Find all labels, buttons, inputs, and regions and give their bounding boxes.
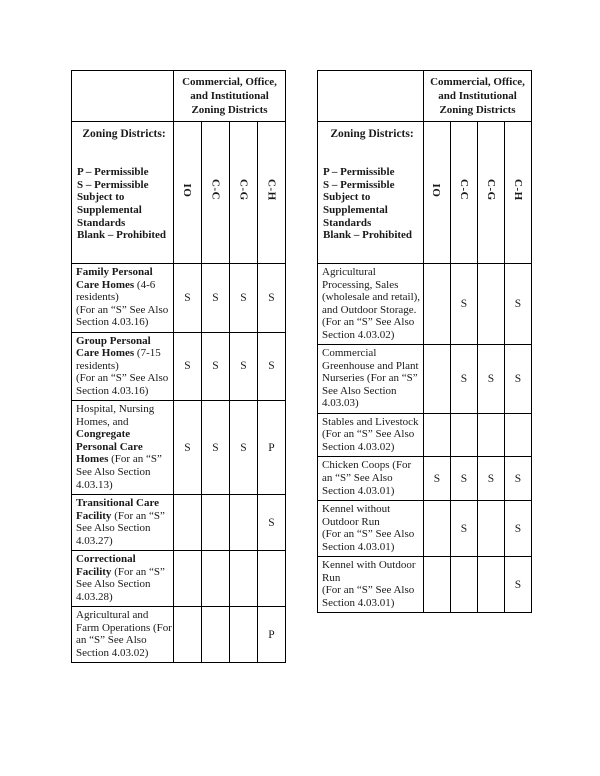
permission-cell: S xyxy=(258,495,286,551)
use-label-line: Transitional Care Facility (For an “S” See Also Section 4.03.27) xyxy=(76,497,165,547)
permission-cell xyxy=(230,551,258,607)
group-header-row xyxy=(318,71,532,122)
legend-line: P – Permissible xyxy=(323,166,395,178)
permission-cell: S xyxy=(174,401,202,495)
use-label xyxy=(318,413,424,457)
group-title: Commercial, Office, and Institutional Zoning Districts xyxy=(174,71,286,122)
permission-cell xyxy=(230,607,258,663)
permission-cell: P xyxy=(258,607,286,663)
column-header-ch xyxy=(505,122,532,264)
permission-cell: S xyxy=(174,264,202,333)
zoning-table-right xyxy=(317,70,532,613)
column-header-cc-label: C-C xyxy=(209,179,222,201)
column-header-ch-label: C-H xyxy=(512,179,524,201)
use-label xyxy=(72,332,174,401)
legend-cell xyxy=(318,122,424,264)
table-row xyxy=(318,413,532,457)
permission-cell: S xyxy=(451,264,478,345)
column-header-cg xyxy=(230,122,258,264)
use-label-line: (For an “S” See Also Section 4.03.02) xyxy=(322,428,415,453)
use-label xyxy=(72,607,174,663)
column-header-cg-label: C-G xyxy=(237,179,250,201)
table-row xyxy=(72,264,286,333)
use-label xyxy=(318,557,424,613)
column-header-ch xyxy=(258,122,286,264)
permission-cell xyxy=(174,607,202,663)
column-header-oi-label: OI xyxy=(181,183,194,197)
permission-cell: S xyxy=(451,501,478,557)
permission-cell xyxy=(174,551,202,607)
use-label-line: Hospital, Nursing Homes, and Congregate Personal Care Homes (For an “S” See Also Section 4.03.13) xyxy=(76,403,162,491)
table-row xyxy=(318,557,532,613)
permission-cell xyxy=(478,501,505,557)
use-label-line: Agricultural and Farm Operations (For an “S” See Also Section 4.03.02) xyxy=(76,609,172,659)
permission-cell xyxy=(424,557,451,613)
column-header-oi xyxy=(424,122,451,264)
permission-cell xyxy=(424,413,451,457)
permission-cell xyxy=(202,607,230,663)
use-label-line: Commercial Greenhouse and Plant Nurseries (For an “S” See Also Section 4.03.03) xyxy=(322,347,419,410)
permission-cell: S xyxy=(424,457,451,501)
use-label xyxy=(72,401,174,495)
column-header-cg xyxy=(478,122,505,264)
permission-cell: S xyxy=(478,345,505,414)
column-header-cc-label: C-C xyxy=(458,179,470,201)
corner-cell xyxy=(318,71,424,122)
table-row xyxy=(72,495,286,551)
permission-cell xyxy=(451,413,478,457)
legend-line: P – Permissible xyxy=(77,166,149,178)
permission-cell xyxy=(478,413,505,457)
permission-cell: S xyxy=(505,501,532,557)
permission-cell: P xyxy=(258,401,286,495)
column-header-oi-label: OI xyxy=(431,183,443,197)
table-row xyxy=(72,401,286,495)
legend-cell xyxy=(72,122,174,264)
permission-cell: S xyxy=(202,264,230,333)
permission-cell: S xyxy=(478,457,505,501)
column-header-cc xyxy=(202,122,230,264)
permission-cell: S xyxy=(451,345,478,414)
use-label-line: Family Personal Care Homes (4-6 residents) xyxy=(76,266,156,304)
use-label-line: (For an “S” See Also Section 4.03.01) xyxy=(322,528,415,553)
permission-cell: S xyxy=(230,332,258,401)
permission-cell xyxy=(258,551,286,607)
permission-cell: S xyxy=(202,332,230,401)
use-label xyxy=(318,457,424,501)
permission-cell xyxy=(424,264,451,345)
legend-line: S – Permissible Subject to Supplemental Standards xyxy=(77,178,149,229)
group-title: Commercial, Office, and Institutional Zoning Districts xyxy=(424,71,532,122)
legend-row xyxy=(72,122,286,264)
column-header-oi xyxy=(174,122,202,264)
legend-lines xyxy=(323,166,421,242)
permission-cell: S xyxy=(202,401,230,495)
permission-cell xyxy=(202,495,230,551)
table-row xyxy=(318,501,532,557)
table-row xyxy=(72,551,286,607)
permission-cell xyxy=(202,551,230,607)
permission-cell: S xyxy=(505,457,532,501)
permission-cell: S xyxy=(174,332,202,401)
permission-cell xyxy=(424,501,451,557)
corner-cell xyxy=(72,71,174,122)
table-row xyxy=(318,345,532,414)
legend-title: Zoning Districts: xyxy=(82,128,166,140)
legend-title: Zoning Districts: xyxy=(330,128,414,140)
use-label xyxy=(72,551,174,607)
permission-cell xyxy=(505,413,532,457)
permission-cell: S xyxy=(505,264,532,345)
use-label-line: (For an “S” See Also Section 4.03.01) xyxy=(322,584,415,609)
legend-lines xyxy=(77,166,171,242)
use-label-line: Kennel with Outdoor Run xyxy=(322,559,416,584)
permission-cell: S xyxy=(230,401,258,495)
group-header-row xyxy=(72,71,286,122)
use-label-line: Stables and Livestock xyxy=(322,415,419,428)
use-label-line: Chicken Coops (For an “S” See Also Section 4.03.01) xyxy=(322,459,412,497)
column-header-cc xyxy=(451,122,478,264)
use-label-line: Group Personal Care Homes (7-15 residents) xyxy=(76,334,161,372)
permission-cell xyxy=(451,557,478,613)
use-label xyxy=(72,495,174,551)
use-label-line: Correctional Facility (For an “S” See Also Section 4.03.28) xyxy=(76,553,165,603)
permission-cell: S xyxy=(230,264,258,333)
column-header-ch-label: C-H xyxy=(265,179,278,201)
permission-cell xyxy=(174,495,202,551)
permission-cell xyxy=(478,557,505,613)
use-label xyxy=(318,264,424,345)
use-label-line: Agricultural Processing, Sales (wholesale and retail), and Outdoor Storage. (For an “S” See Also Section 4.03.02) xyxy=(322,266,421,341)
table-row xyxy=(72,332,286,401)
legend-line: Blank – Prohibited xyxy=(77,229,167,242)
zoning-table-left xyxy=(71,70,286,663)
use-label xyxy=(318,345,424,414)
permission-cell: S xyxy=(258,264,286,333)
column-header-cg-label: C-G xyxy=(485,179,497,201)
permission-cell: S xyxy=(451,457,478,501)
permission-cell xyxy=(424,345,451,414)
use-label xyxy=(318,501,424,557)
use-label-line: (For an “S” See Also Section 4.03.16) xyxy=(76,303,169,329)
use-label xyxy=(72,264,174,333)
legend-line: Blank – Prohibited xyxy=(323,229,413,242)
permission-cell: S xyxy=(258,332,286,401)
use-label-line: (For an “S” See Also Section 4.03.16) xyxy=(76,372,169,397)
use-label-line: Kennel without Outdoor Run xyxy=(322,503,391,528)
permission-cell: S xyxy=(505,345,532,414)
table-row xyxy=(318,457,532,501)
permission-cell: S xyxy=(505,557,532,613)
legend-row xyxy=(318,122,532,264)
table-row xyxy=(318,264,532,345)
permission-cell xyxy=(478,264,505,345)
legend-line: S – Permissible Subject to Supplemental Standards xyxy=(323,178,395,229)
permission-cell xyxy=(230,495,258,551)
table-row xyxy=(72,607,286,663)
